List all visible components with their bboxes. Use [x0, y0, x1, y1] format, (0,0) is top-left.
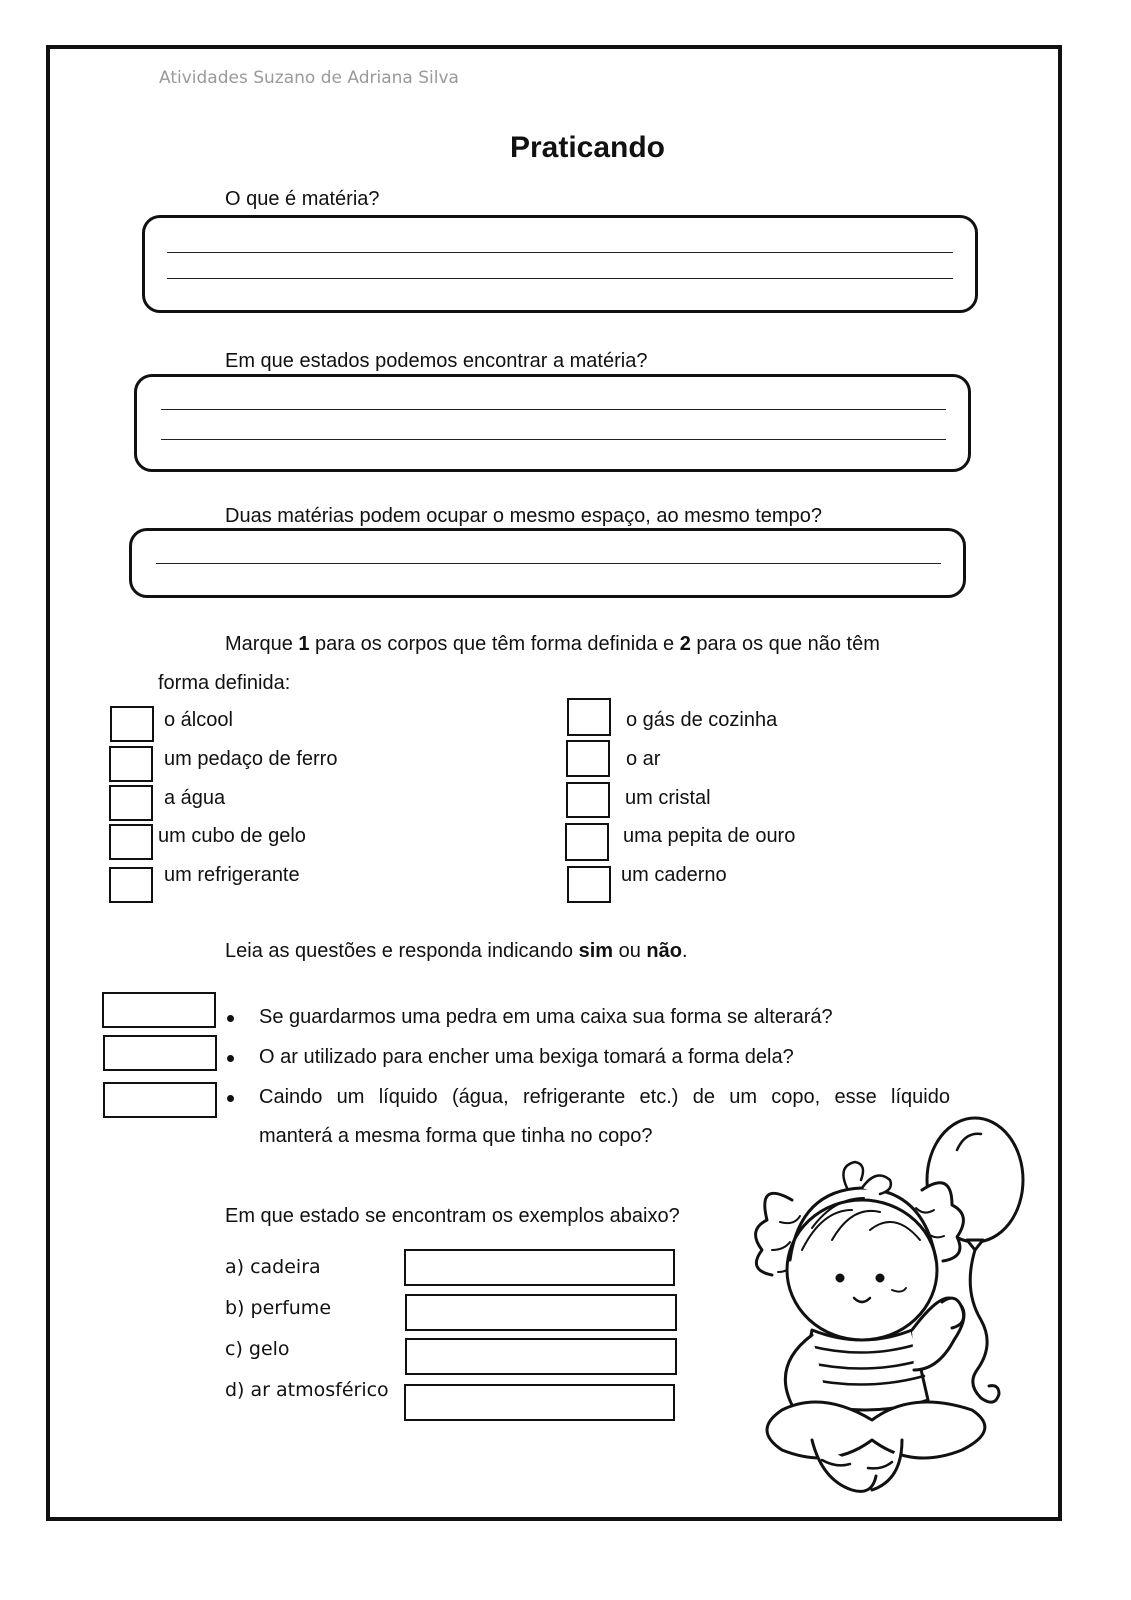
- list-item: um refrigerante: [164, 864, 300, 886]
- instruction-text: Marque: [225, 633, 299, 655]
- bullet: [227, 1015, 234, 1022]
- answer-line: [167, 252, 953, 253]
- number-one: 1: [298, 633, 310, 655]
- list-item: um cubo de gelo: [158, 825, 306, 847]
- bullet: [227, 1095, 234, 1102]
- list-item: o gás de cozinha: [626, 709, 778, 731]
- example-label: a) cadeira: [225, 1256, 321, 1278]
- page-title: Praticando: [509, 131, 666, 164]
- question-sim-nao: Caindo um líquido (água, refrigerante etc.) de um copo, esse líquido: [259, 1086, 950, 1108]
- bullet: [227, 1055, 234, 1062]
- answer-field[interactable]: [405, 1294, 677, 1331]
- instruction-text: .: [681, 940, 688, 962]
- answer-line: [167, 278, 953, 279]
- question-3: Duas matérias podem ocupar o mesmo espaço, ao mesmo tempo?: [225, 505, 822, 527]
- worksheet-header: Atividades Suzano de Adriana Silva: [159, 68, 459, 88]
- list-item: um cristal: [625, 787, 711, 809]
- answer-box-3[interactable]: [129, 528, 966, 598]
- answer-box-1[interactable]: [142, 215, 978, 313]
- mark-box[interactable]: [566, 740, 610, 777]
- list-item: a água: [164, 787, 226, 809]
- question-2: Em que estados podemos encontrar a matéria?: [225, 350, 648, 372]
- list-item: o álcool: [164, 709, 233, 731]
- answer-box-sim-nao[interactable]: [102, 992, 216, 1028]
- mark-box[interactable]: [565, 823, 609, 861]
- answer-box-sim-nao[interactable]: [103, 1082, 217, 1118]
- question-1: O que é matéria?: [225, 188, 380, 210]
- example-label: b) perfume: [225, 1297, 332, 1319]
- answer-line: [161, 439, 946, 440]
- answer-field[interactable]: [404, 1384, 675, 1421]
- mark-box[interactable]: [566, 782, 610, 818]
- question-sim-nao-cont: manterá a mesma forma que tinha no copo?: [259, 1125, 653, 1147]
- answer-box-2[interactable]: [134, 374, 971, 472]
- mark-box[interactable]: [567, 866, 611, 903]
- instruction-text: para os corpos que têm forma definida e: [309, 633, 680, 655]
- mark-box[interactable]: [109, 746, 153, 782]
- word-nao: não: [646, 940, 682, 962]
- mark-box[interactable]: [109, 867, 153, 903]
- mark-box[interactable]: [567, 698, 611, 736]
- word-sim: sim: [578, 940, 614, 962]
- mark-box[interactable]: [109, 824, 153, 860]
- question-sim-nao: Se guardarmos uma pedra em uma caixa sua forma se alterará?: [259, 1006, 833, 1028]
- instruction-text: Leia as questões e responda indicando: [225, 940, 579, 962]
- instruction-leia: [225, 940, 688, 963]
- question-sim-nao: O ar utilizado para encher uma bexiga tomará a forma dela?: [259, 1046, 794, 1068]
- mark-box[interactable]: [110, 706, 154, 742]
- list-item: uma pepita de ouro: [623, 825, 796, 847]
- mark-box[interactable]: [109, 785, 153, 821]
- answer-field[interactable]: [404, 1249, 675, 1286]
- instruction-text: para os que não têm: [690, 633, 880, 655]
- example-label: c) gelo: [225, 1338, 290, 1360]
- answer-field[interactable]: [405, 1338, 677, 1375]
- answer-line: [161, 409, 946, 410]
- question-estado: Em que estado se encontram os exemplos abaixo?: [225, 1205, 680, 1227]
- number-two: 2: [679, 633, 691, 655]
- list-item: um caderno: [621, 864, 727, 886]
- instruction-text: ou: [613, 940, 647, 962]
- example-label: d) ar atmosférico: [225, 1379, 389, 1401]
- instruction-marque-line2: forma definida:: [158, 672, 291, 694]
- answer-line: [156, 563, 941, 564]
- answer-box-sim-nao[interactable]: [103, 1035, 217, 1071]
- instruction-marque: [225, 633, 880, 656]
- list-item: um pedaço de ferro: [164, 748, 338, 770]
- girl-with-balloon-illustration: [752, 1110, 1042, 1510]
- list-item: o ar: [626, 748, 661, 770]
